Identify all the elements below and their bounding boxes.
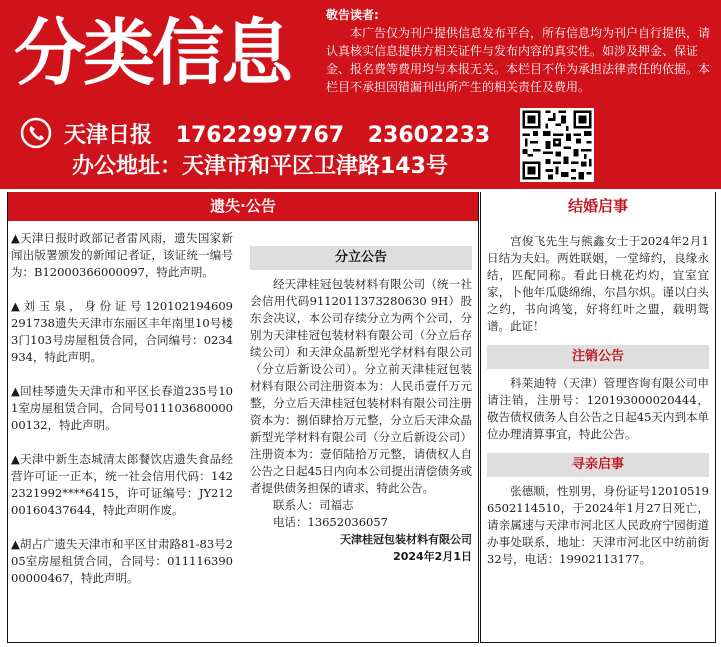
- paper-name: 天津日报: [64, 123, 153, 148]
- lost-item: ▲天津日报时政部记者雷风雨，遗失国家新闻出版署颁发的新闻记者证，该证统一编号为：B12000366000097，特此声明。: [11, 231, 233, 279]
- split-company-signature: 天津桂冠包装材料有限公司: [340, 533, 472, 546]
- phone-number-1: 17622997767: [175, 123, 345, 148]
- wedding-title: 结婚启事: [567, 197, 628, 215]
- notice-body: 本广告仅为刊户提供信息发布平台，所有信息均为刊户自行提供，请认真核实信息提供方相关证件与发布内容的真实性。如涉及押金、保证金、报名费等费用均与本报无关。本栏目不作为承担法律责任的依据。本栏目不承担因错漏刊出所产生的相关责任及费用。: [326, 26, 711, 94]
- lost-item: ▲回桂琴遗失天津市和平区长春道235号101室房屋租赁合同，合同号01110368000000132，特此声明。: [11, 384, 233, 432]
- wedding-body: 宫俊飞先生与熊鑫女士于2024年2月1日结为夫妇。两姓联姻，一堂缔约，良缘永结，匹配同称。看此日桃花灼灼，宜室宜家，卜他年瓜瓞绵绵，尔昌尔炽。谨以白头之约，书向鸿笺，好将红叶之盟，载明鸳谱。此证！: [487, 234, 709, 333]
- lost-item: ▲天津中新生态城清太郎餐饮店遗失食品经营许可证一正本，统一社会信用代码：1422321992****6415，许可证编号：JY21200160437644，特此声明作废。: [11, 452, 233, 517]
- reader-notice: [326, 6, 714, 96]
- contact-line: [64, 118, 506, 149]
- split-notice-body: 经天津桂冠包装材料有限公司（统一社会信用代码9112011373280630 9H）股东会决议，本公司存续分立为两个公司，分别为天津桂冠包装材料有限公司（分立后存续公司）和天津众晶新型光学材料有限公司（分立后新设公司）。分立前天津桂冠包装材料有限公司注册资本为：人民币壹仟万元整，分立后天津桂冠包装材料有限公司注册资本为：捌佰肆拾万元整，分立后天津众晶新型光学材料有限公司（分立后新设公司）注册资本为：壹佰陆拾万元整，请债权人自公告之日起45日内向本公司提出清偿债务或者提供债务担保的请求，特此公告。: [250, 277, 472, 495]
- qr-code-icon: [520, 108, 594, 182]
- cancel-notice: [481, 375, 715, 443]
- cancel-body: 科莱迪特（天津）管理咨询有限公司申请注销，注册号：120193000020444，敬告债权债务人自公告之日起45天内到本单位办理清算事宜，特此公告。: [487, 376, 709, 441]
- right-column: [480, 192, 716, 643]
- lost-item: ▲ 刘 玉 泉 ， 身 份 证 号 120102194609291738遗失天津市东丽区丰年南里10号楼3门103号房屋租赁合同，合同编号：0234934，特此声明。: [11, 299, 233, 364]
- office-address: 办公地址：天津市和平区卫津路143号: [72, 154, 448, 179]
- lost-notice-column: [7, 192, 479, 643]
- split-contact-phone: 电话：13652036057: [273, 515, 388, 529]
- wedding-notice: [481, 233, 715, 335]
- brand-title: 分类信息: [14, 11, 291, 95]
- phone-number-2: 23602233: [367, 123, 491, 148]
- cancel-title: 注销公告: [487, 345, 709, 369]
- split-date: 2024年2月1日: [393, 550, 472, 563]
- phone-icon: [20, 117, 52, 149]
- seek-title: 寻亲启事: [487, 453, 709, 477]
- seek-body: 张德顺，性别男，身份证号120105196502114510，于2024年1月27日死亡，请亲属速与天津市河北区人民政府宁园街道办事处联系，地址：天津市河北区中纺前街32号，电话：19902113177。: [487, 484, 709, 566]
- lost-item: ▲胡占广遗失天津市和平区甘肃路81-83号205室房屋租赁合同，合同号：01111639000000467，特此声明。: [11, 537, 233, 585]
- header: [0, 0, 721, 189]
- split-notice-title: 分立公告: [250, 246, 472, 270]
- notice-title: 敬告读者:: [326, 8, 379, 22]
- split-notice: [250, 246, 472, 565]
- seek-notice: [481, 483, 715, 568]
- lost-list: [11, 230, 233, 604]
- split-contact-person: 联系人：司福志: [273, 498, 354, 512]
- lost-section-title: 遗失·公告: [8, 192, 478, 221]
